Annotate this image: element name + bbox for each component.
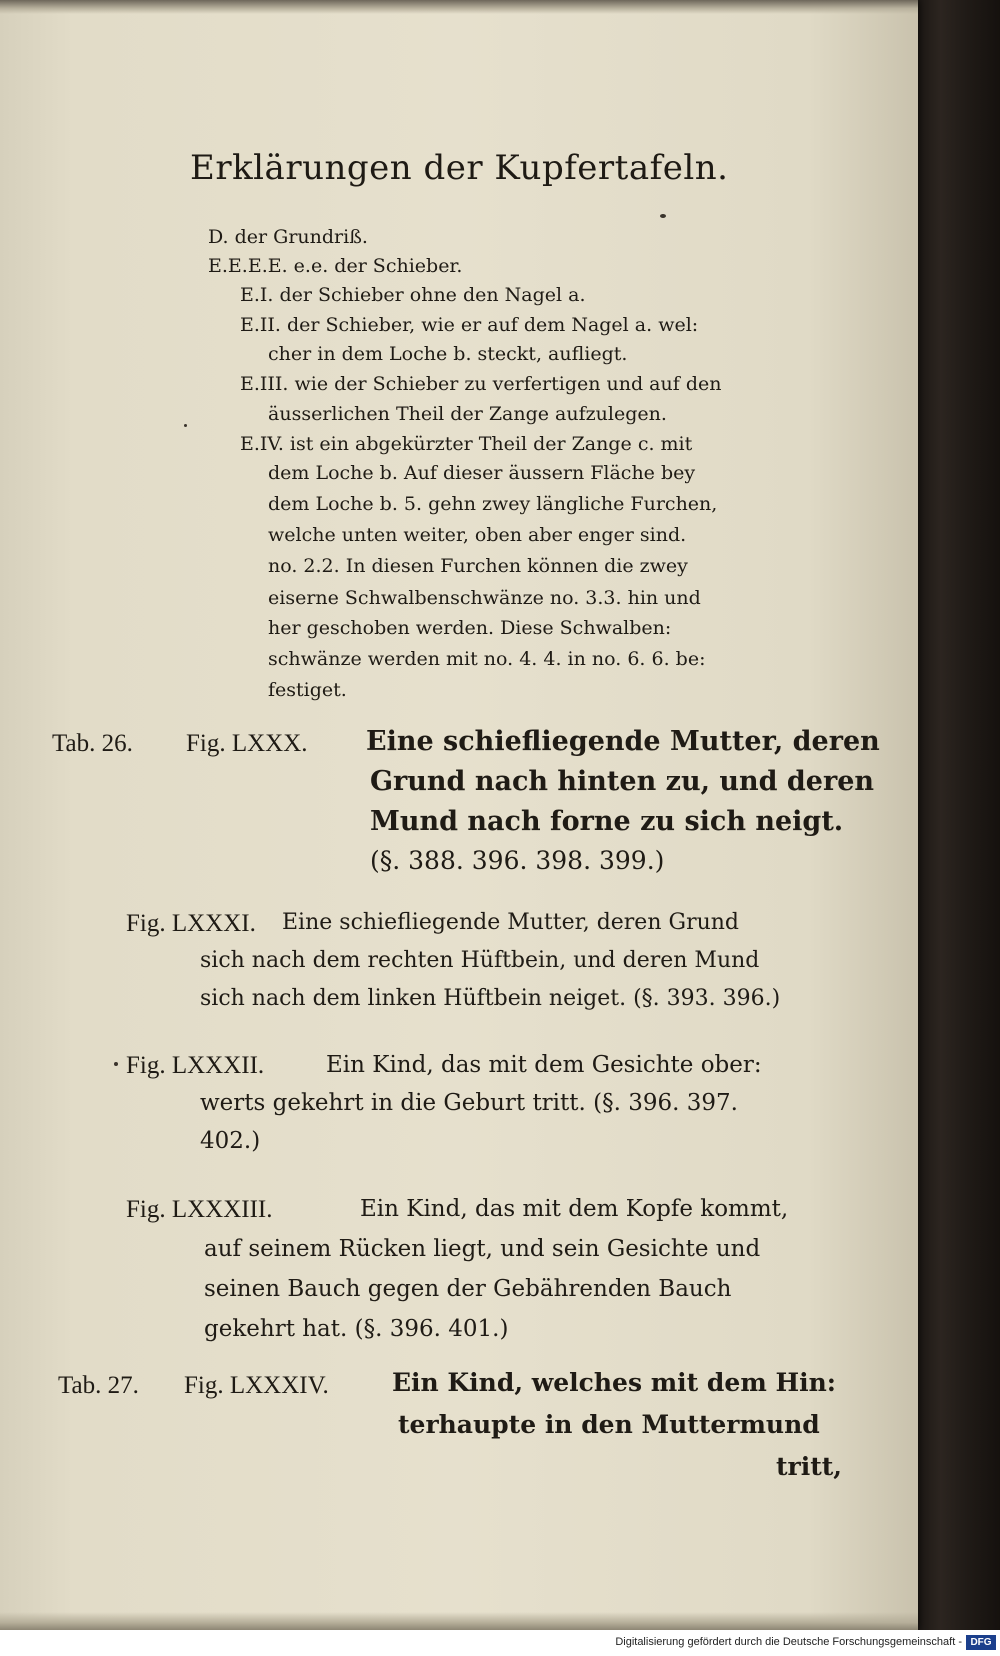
ink-speck [114,1062,118,1066]
ink-speck [660,214,666,218]
text-line: E.IV. ist ein abgekürzter Theil der Zange c. mit [240,433,693,455]
text-line: äusserlichen Theil der Zange aufzulegen. [268,403,667,425]
text-line: eiserne Schwalbenschwänze no. 3.3. hin und [268,587,701,609]
text-line: her geschoben werden. Diese Schwalben: [268,617,672,639]
entry-line: werts gekehrt in die Geburt tritt. (§. 396. 397. [200,1090,738,1116]
entry-line: sich nach dem rechten Hüftbein, und deren Mund [200,948,760,973]
page-title: Erklärungen der Kupfertafeln. [190,148,729,188]
page-top-edge [0,0,918,14]
book-spine [915,0,1000,1656]
entry-line: (§. 388. 396. 398. 399.) [370,846,665,875]
entry-line: terhaupte in den Muttermund [398,1410,820,1439]
entry-line: Mund nach forne zu sich neigt. [370,806,844,837]
entry-line: 402.) [200,1128,261,1154]
entry-line: tritt, [776,1452,843,1481]
text-line: dem Loche b. 5. gehn zwey längliche Furchen, [268,493,718,515]
digitization-footer [0,1630,1000,1656]
entry-line: gekehrt hat. (§. 396. 401.) [204,1316,509,1342]
text-line: E.II. der Schieber, wie er auf dem Nagel a. wel: [240,314,699,336]
entry-line: Ein Kind, welches mit dem Hin: [392,1368,836,1397]
page-bottom-edge [0,1612,918,1630]
entry-line: Eine schiefliegende Mutter, deren [366,726,880,757]
text-line: E.III. wie der Schieber zu verfertigen und auf den [240,373,722,395]
funding-credit: Digitalisierung gefördert durch die Deutsche Forschungsgemeinschaft - [615,1636,962,1648]
entry-line: auf seinem Rücken liegt, und sein Gesichte und [204,1236,761,1262]
entry-line: seinen Bauch gegen der Gebährenden Bauch [204,1276,732,1302]
text-line: E.I. der Schieber ohne den Nagel a. [240,284,586,306]
text-line: welche unten weiter, oben aber enger sind. [268,524,687,546]
fig-label: Fig. LXXXIV. [184,1372,329,1399]
fig-label: Fig. LXXXIII. [126,1196,273,1223]
text-line: cher in dem Loche b. steckt, aufliegt. [268,343,628,365]
fig-label: Fig. LXXXII. [126,1052,265,1079]
text-line: festiget. [268,679,347,701]
entry-line: Ein Kind, das mit dem Gesichte ober: [326,1052,762,1078]
dfg-logo: DFG [966,1635,996,1650]
text-line: no. 2.2. In diesen Furchen können die zwey [268,555,688,577]
entry-line: Grund nach hinten zu, und deren [370,766,875,797]
fig-label: Fig. LXXXI. [126,910,256,937]
ink-speck [184,424,187,427]
tab-label: Tab. 26. [52,730,133,757]
text-line: dem Loche b. Auf dieser äussern Fläche bey [268,462,696,484]
entry-line: sich nach dem linken Hüftbein neiget. (§. 393. 396.) [200,986,781,1011]
fig-label: Fig. LXXX. [186,730,308,757]
entry-line: Ein Kind, das mit dem Kopfe kommt, [360,1196,789,1222]
text-line: E.E.E.E. e.e. der Schieber. [208,255,463,277]
tab-label: Tab. 27. [58,1372,139,1399]
text-line: schwänze werden mit no. 4. 4. in no. 6. 6. be: [268,648,706,670]
entry-line: Eine schiefliegende Mutter, deren Grund [282,910,740,935]
text-line: D. der Grundriß. [208,226,368,248]
